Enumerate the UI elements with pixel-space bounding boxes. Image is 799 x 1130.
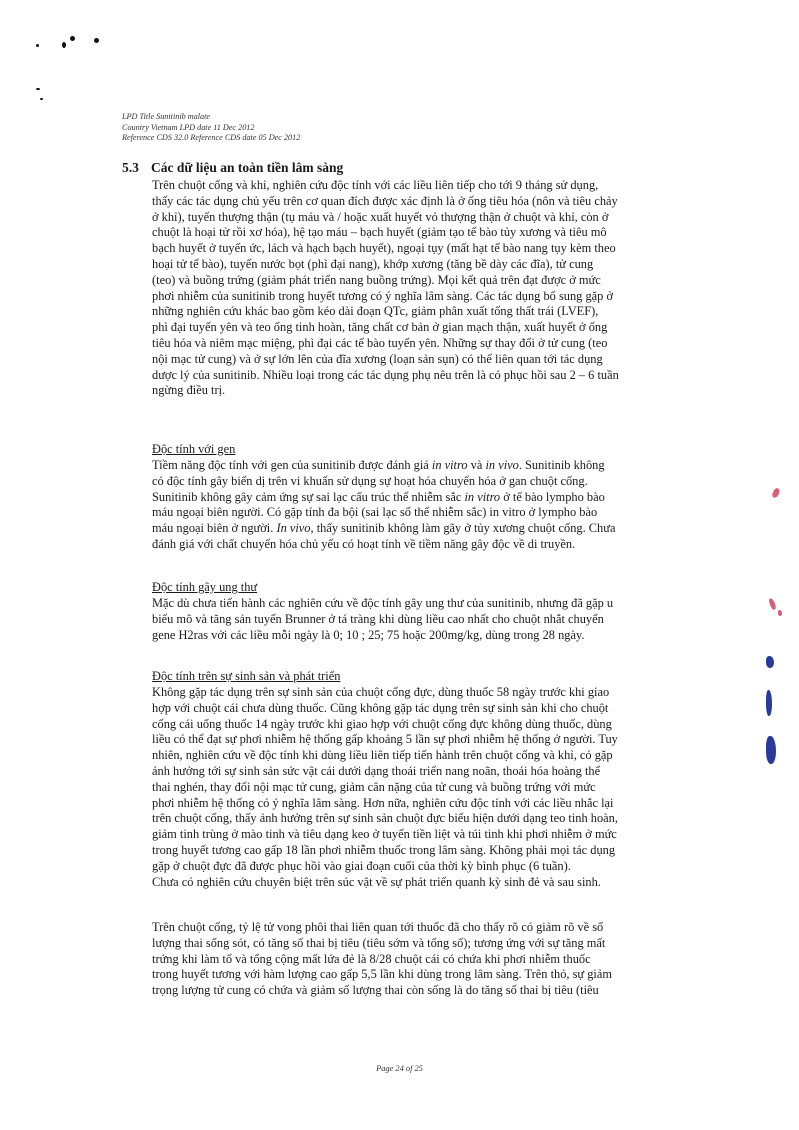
italic-text: In vivo: [276, 521, 311, 536]
scan-speck: [62, 42, 66, 48]
text-span: , thấy sunitinib không làm gãy ở tủy xương chuột cống. Chưa: [310, 521, 616, 536]
text-line: biểu mô và tăng sản tuyến Brunner ở tá tràng khi dùng liều cao nhất cho chuột nhắt chuyển: [152, 611, 604, 626]
italic-text: in vitro: [464, 489, 501, 504]
text-line: bạch huyết ở tuyến ức, lách và hạch bạch huyết), ngoại tụy (mất hạt tế bào nang tụy kèm theo: [152, 241, 616, 256]
text-line: tiêu hóa và niêm mạc miệng, phì đại các tế bào tuyến yên. Những sự thay đổi ở tử cung (teo: [152, 335, 608, 350]
text-line: trong huyết tương cao gấp 18 lần phơi nhiễm thuốc trong lâm sàng. Không phải mọi tác dụng: [152, 842, 616, 857]
text-line: máu ngoại biên người. Có gặp tính đa bội (sai lạc số thể nhiễm sắc) in vitro ở lympho bào: [152, 505, 598, 520]
italic-text: in vivo: [485, 458, 519, 472]
text-span: máu ngoại biên ở người.: [152, 521, 277, 536]
header-country-line: Country Vietnam LPD date 11 Dec 2012: [122, 122, 255, 132]
text-line: giảm tinh trùng ở mào tinh và tiêu dạng keo ở tuyến tiền liệt và túi tinh khi phơi nhiễm ở mức: [152, 827, 617, 842]
text-line: hoại tử tế bào), tuyến nước bọt (phì đại nang), khớp xương (tăng bề dày các đĩa), tử cung: [152, 256, 594, 271]
scan-speck: [70, 36, 75, 41]
text-line: gặp ở chuột đực đã được phục hồi vào giai đoạn cuối của thời kỳ bình phục (6 tuần).: [152, 858, 571, 873]
text-line: thấy các tác dụng chủ yếu trên cơ quan đích được xác định là ở ống tiêu hóa (nôn và tiêu chảy: [152, 193, 618, 208]
text-line: gene H2ras với các liều mỗi ngày là 0; 10 ; 25; 75 hoặc 200mg/kg, dùng trong 28 ngày.: [152, 627, 585, 642]
header-title-line: LPD Title Sunitinib malate: [122, 112, 211, 121]
scan-speck: [36, 44, 39, 47]
edge-mark: [771, 487, 781, 499]
header-reference-line: Reference CDS 32.0 Reference CDS date 05 Dec 2012: [122, 133, 301, 142]
text-line: Trên chuột cống và khỉ, nghiên cứu độc tính với các liều liên tiếp cho tới 9 tháng sử dụng,: [152, 178, 599, 192]
text-span: . Sunitinib không: [518, 458, 605, 472]
section-heading: [122, 160, 343, 176]
text-line: những nghiên cứu khác bao gồm kéo dài đoạn QTc, giảm phân xuất tống thất trái (LVEF),: [152, 304, 599, 319]
text-span: Sunitinib không gây cảm ứng sự sai lạc cấu trúc thể nhiễm sắc: [152, 489, 465, 504]
text-line: dược lý của sunitinib. Nhiều loại trong các tác dụng phụ nêu trên là có phục hồi sau 2 – 6 tuần: [152, 367, 619, 382]
text-line: ngừng điều trị.: [152, 383, 226, 398]
text-line: phơi nhiễm hệ thống có ý nghĩa lâm sàng. Hơn nữa, nghiên cứu độc tính với các liều nhắc lại: [152, 795, 614, 810]
text-line: trên chuột cống, thấy ảnh hưởng trên sự sinh sản chuột đực biểu hiện dưới dạng teo tinh hoàn,: [152, 811, 618, 826]
text-line: Không gặp tác dụng trên sự sinh sản của chuột cống đực, dùng thuốc 58 ngày trước khi giao: [152, 685, 610, 699]
scan-speck: [36, 88, 40, 90]
text-line: hợp với chuột cái chưa dùng thuốc. Cũng không gặp tác dụng trên sự sinh sản khi cho chuột: [152, 700, 609, 715]
subheading-carcinogenicity: Độc tính gây ung thư: [152, 580, 258, 594]
paragraph-genotoxicity: [152, 458, 770, 553]
text-line: trong huyết tương với hàm lượng cao gấp 5,5 lần khi dùng trong lâm sàng. Trên thỏ, sự giảm: [152, 967, 613, 982]
paragraph-reproductive-toxicity: [152, 685, 770, 890]
text-line: Mặc dù chưa tiến hành các nghiên cứu về độc tính gây ung thư của sunitinib, nhưng đã gặp u: [152, 596, 614, 610]
scan-speck: [40, 98, 43, 100]
text-line: ảnh hưởng tới sự sinh sản sức vật cái dưới dạng thoái triển nang noãn, thoái hóa hoàng thể: [152, 763, 601, 778]
text-line: phì đại tuyến yên và teo ống tinh hoàn, tăng chất cơ bản ở gian mạch thận, xuất huyết ở ống: [152, 320, 608, 335]
text-line: lượng thai sống sót, có tăng số thai bị tiêu (tiêu sớm và tổng số); tương ứng với sự tăng mất: [152, 935, 606, 950]
text-span: và: [467, 458, 486, 472]
text-line: có độc tính gây biến dị trên vi khuẩn sử dụng sự hoạt hóa chuyển hóa ở gan chuột cống.: [152, 473, 588, 488]
edge-mark: [778, 610, 782, 616]
text-line: trọng lượng tử cung có chứa và giảm số lượng thai còn sống là do tăng số thai bị tiêu (tiêu: [152, 983, 599, 998]
text-line: [152, 458, 770, 474]
text-line: ở khỉ), tuyến thượng thận (tụ máu và / hoặc xuất huyết vỏ thượng thận ở chuột và khỉ, còn ở: [152, 209, 609, 224]
text-line: Trên chuột cống, tỷ lệ tử vong phôi thai liên quan tới thuốc đã cho thấy rõ có giảm rõ về số: [152, 920, 604, 934]
text-line: chuột là hoại tử rồi xơ hóa), hệ tạo máu – bạch huyết (giảm tạo tế bào tủy xương và tiêu mô: [152, 225, 607, 240]
text-line: nội mạc tử cung) và ở sự lớn lên của đĩa xương (loạn sản sụn) có thể liên quan tới tác dụng: [152, 351, 603, 366]
italic-text: in vitro: [431, 458, 468, 472]
text-line: cống cái uống thuốc 14 ngày trước khi giao hợp với chuột cống đực không dùng thuốc, dùng: [152, 716, 612, 731]
section-number: 5.3: [122, 160, 139, 175]
text-line: (teo) và buồng trứng (giảm phát triển nang buồng trứng). Mọi kết quả trên đạt được ở mức: [152, 272, 601, 287]
text-line: đánh giá với chất chuyển hóa chủ yếu có hoạt tính về tiềm năng gây độc về di truyền.: [152, 536, 576, 551]
subheading-reproductive-toxicity: Độc tính trên sự sinh sản và phát triển: [152, 669, 341, 683]
paragraph-nonclinical-summary: [152, 178, 770, 399]
text-span: ở tế bào lympho bào: [500, 489, 605, 504]
page-number: Page 24 of 25: [376, 1064, 423, 1073]
paragraph-carcinogenicity: [152, 596, 770, 643]
text-line: [152, 490, 770, 506]
paragraph-embryofetal-toxicity: [152, 920, 770, 999]
scan-speck: [94, 38, 99, 43]
text-span: Tiềm năng độc tính với gen của sunitinib được đánh giá: [152, 458, 432, 472]
text-line: trứng khi làm tổ và tổng cộng mất lứa đẻ là 8/28 chuột cái có chứa khi phơi nhiễm thuốc: [152, 951, 591, 966]
subheading-genotoxicity: Độc tính với gen: [152, 442, 236, 456]
text-line: thai nghén, thay đổi nội mạc tử cung, giảm cân nặng của tử cung và buồng trứng với mức: [152, 779, 596, 794]
edge-mark: [766, 656, 774, 668]
text-line: Chưa có nghiên cứu chuyên biệt trên súc vật về sự phát triển quanh kỳ sinh đẻ và sau sinh.: [152, 874, 601, 889]
section-title: Các dữ liệu an toàn tiền lâm sàng: [151, 160, 344, 175]
text-line: liều có thể đạt sự phơi nhiễm hệ thống gấp khoảng 5 lần sự phơi nhiễm hệ thống ở người. Tuy: [152, 732, 618, 747]
text-line: nhiên, nghiên cứu về độc tính khi dùng liều liên tiếp tiến hành trên chuột cống và khỉ, có gặp: [152, 748, 613, 763]
document-header: [122, 112, 300, 144]
text-line: phơi nhiễm của sunitinib trong huyết tương có ý nghĩa lâm sàng. Các tác dụng bổ sung gặp ở: [152, 288, 614, 303]
text-line: [152, 521, 770, 537]
